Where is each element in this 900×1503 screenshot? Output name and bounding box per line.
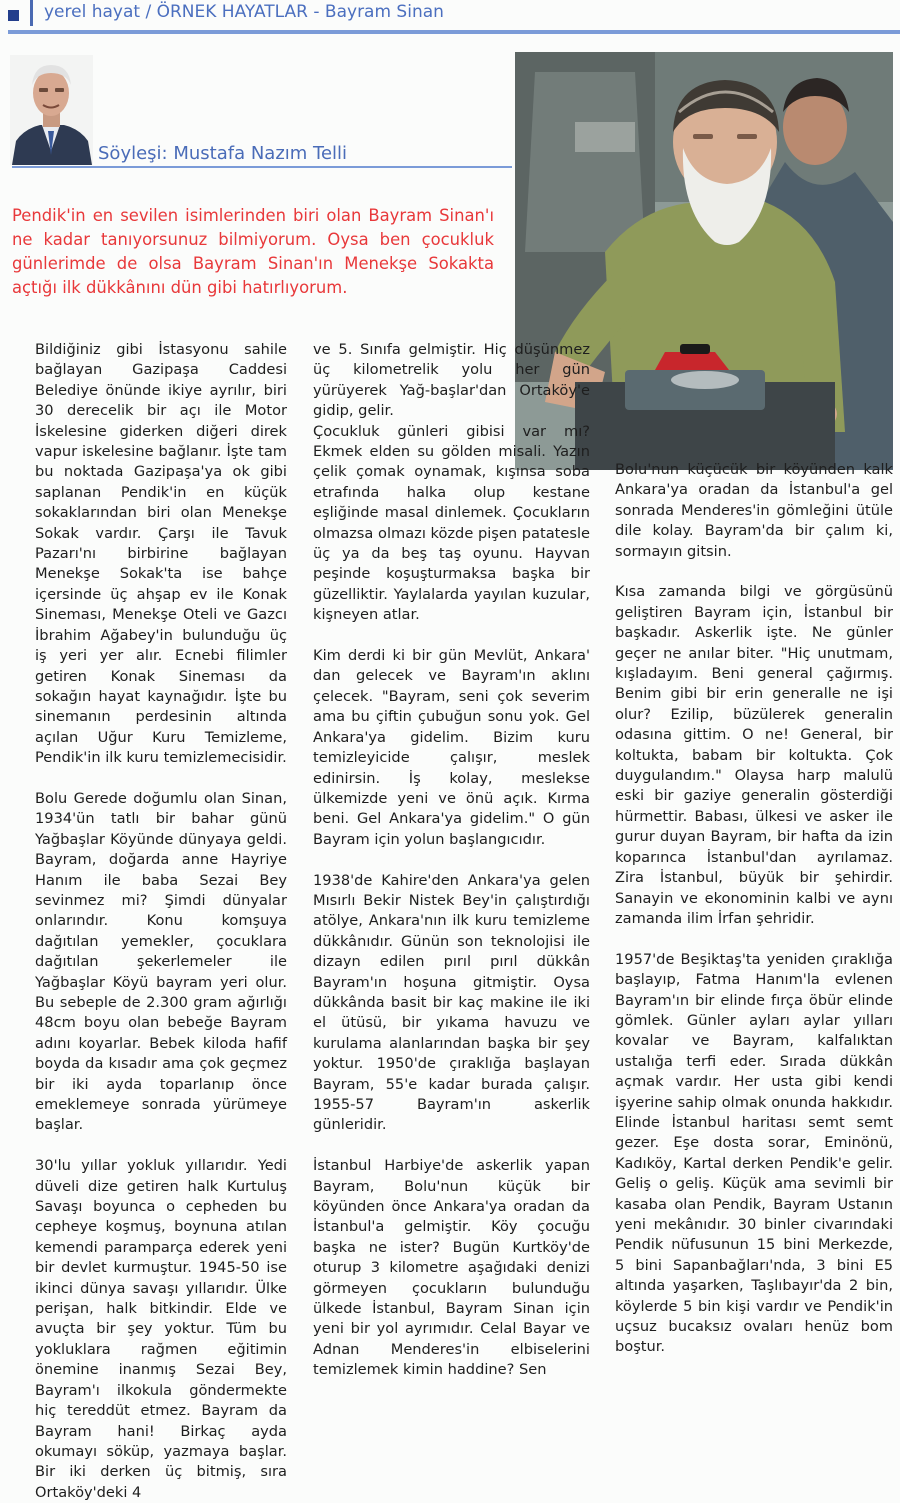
header-subject: Bayram Sinan [324, 2, 444, 22]
header-divider [30, 0, 33, 26]
paragraph: Bolu Gerede doğumlu olan Sinan, 1934'ün tatlı bir bahar günü Yağbaşlar Köyünde dünyaya geldi. Bayram, doğarda anne Hayriye Hanım ile baba Sezai Bey sevinmez mi? Şimdi dünyalar onlarındır. Konu komşuya dağıtılan yemekler, çocuklara dağıtılan şekerlemeler ile Yağbaşlar Köyü bayram yeri olur. Bu sebeple de 2.300 gram ağırlığı 48cm boyu olan bebeğe Bayram adını koyarlar. Bebek kiloda hafif boyda da kısadır ama çok geçmez bir iki ayda toparlanıp önce emeklemeye sonrada yürümeye başlar. [35, 789, 287, 1134]
article-column-3 [615, 460, 893, 1356]
paragraph: 30'lu yıllar yokluk yıllarıdır. Yedi düveli dize getiren halk Kurtuluş Savaşı boyunca o cepheden bu cepheye koşmuş, boynuna atılan kemendi paramparça ederek yeni bir devlet kurmuştur. 1945-50 ise ikinci dünya savaşı yıllarıdır. Ülke perişan, halk bitkindir. Elde ve avuçta bir şey yoktur. Tüm bu yokluklara rağmen eğitimin önemine inanmış Sezai Bey, Bayram'ı ilkokula göndermekte hiç tereddüt etmez. Bayram da Bayram hani! Birkaç ayda okumayı söküp, yazmaya başlar. Bir iki derken üç bitmiş, sıra Ortaköy'deki 4 [35, 1157, 287, 1501]
paragraph: 1938'de Kahire'den Ankara'ya gelen Mısırlı Bekir Nistek Bey'in çalıştırdığı atölye, Ankara'nın ilk kuru temizleme dükkânıdır. Günün son teknolojisi ile dizayn edilen pırıl pırıl dükkân Bayram'ın hoşuna gitmiştir. Oysa dükkânda basit bir kaç makine ile iki el ütüsü, bir yıkama havuzu ve kurulama alanlarından başka bir şey yoktur. 1950'de çıraklığa başlayan Bayram, 55'e kadar burada çalışır. 1955-57 Bayram'ın askerlik günleridir. [313, 871, 590, 1134]
header-section: yerel hayat [44, 2, 141, 22]
paragraph: Bolu'nun küçücük bir köyünden kalk Ankara'ya oradan da İstanbul'a gel sonrada Menderes'in gömleğini ütüle dile kolay. Bayram'da bir çalım ki, sormayın gitsin. [615, 461, 893, 560]
article-column-1 [35, 340, 287, 1501]
paragraph: ve 5. Sınıfa gelmiştir. Hiç düşünmez üç kilometrelik yolu her gün yürüyerek Yağ-başlar'dan Ortaköy'e gidip, gelir. Çocukluk günleri gibisi var mı? Ekmek elden su gölden misali. Yazın çelik çomak oynamak, kışınsa soba etrafında halka olup kestane eşliğinde masal dinlemek. Çocukların olmazsa olmazı közde pişen patatesle üç ya da beş taş oyunu. Hayvan peşinde koşuşturmaksa başka bir güzelliktir. Yaylalarda yayılan kuzular, kişneyen atlar. [313, 341, 590, 624]
paragraph: Bildiğiniz gibi İstasyonu sahile bağlayan Gazipaşa Caddesi Belediye önünde ikiye ayrılır, biri 30 derecelik bir açı ile Motor İskelesine giderken diğeri direk vapur iskelesine bağlanır. İşte tam bu noktada Gazipaşa'ya ok gibi saplanan Pendik'in en küçük sokaklarından biri olan Menekşe Sokak vardır. Çarşı ile Tavuk Pazarı'nı birbirine bağlayan Menekşe Sokak'ta ise bahçe içersinde üç ahşap ev ile Konak Sineması, Menekşe Oteli ve Gazcı İbrahim Ağabey'in bulunduğu üç iş yeri yer alır. Ecnebi filimler getiren Konak Sineması da sokağın hayat kaynağıdır. İşte bu sinemanın perdesinin altında açılan Uğur Kuru Temizleme, Pendik'in ilk kuru temizlemecisidir. [35, 341, 287, 767]
paragraph: Kısa zamanda bilgi ve görgüsünü geliştiren Bayram için, İstanbul bir başkadır. Askerlik işte. Ne günler geçer ne anılar biter. "Hiç unutmam, kışladayım. Beni general çağırmış. Benim gibi bir erin generalle ne işi olur? Ezilip, büzülerek generalin odasına gittim. O ne! General, bir koltukta, babam bir koltukta. Çok duygulandım." Olaysa harp malulü eski bir gaziye generalin gösterdiği hürmettir. Babası, ülkesi ve asker ile gurur duyan Bayram, bir hafta da izin koparınca İstanbul'dan ayrılamaz. Zira İstanbul, büyük bir şehirdir. Sanayin ve ekonominin kalbi ve aynı zamanda ilim İrfan şehridir. [615, 583, 893, 927]
header-dash: - [307, 2, 325, 22]
paragraph: 1957'de Beşiktaş'ta yeniden çıraklığa başlayıp, Fatma Hanım'la evlenen Bayram'ın bir elinde fırça öbür elinde gömlek. Günler ayları aylar yılları kovalar ve Bayram, kalfalıktan ustalığa terfi eder. Sırada dükkân açmak vardır. Her usta gibi kendi işyerine sahip olmak onunda hakkıdır. Elinde İstanbul haritası semt semt gezer. Eşe dosta sorar, Eminönü, Kadıköy, Kartal derken Pendik'e gelir. Geliş o geliş. Küçük ama sevimli bir kasaba olan Pendik, Bayram Ustanın yeni mekânıdır. 30 binler civarındaki Pendik nüfusunun 15 bini Merkezde, 5 bini Sapanbağları'nda, 3 bini E5 altında yaşarken, Taşlıbayır'da 2 bin, köylerde 5 bin kişi vardır ve Pendik'in uçsuz bucaksız ovaları henüz bom boştur. [615, 950, 893, 1356]
header-category: ÖRNEK HAYATLAR [156, 2, 308, 22]
paragraph: İstanbul Harbiye'de askerlik yapan Bayram, Bolu'nun küçük bir köyünden önce Ankara'ya oradan da İstanbul'a gelmiştir. Köy çocuğu başka ne ister? Bugün Kurtköy'de oturup 3 kilometre aşağıdaki denizi görmeyen çocukların bulunduğu ülkede İstanbul, Bayram Sinan için yeni bir yol ayrımıdır. Celal Bayar ve Adnan Menderes'in elbiselerini temizlemek kimin haddine? Sen [313, 1157, 590, 1379]
header-title [44, 2, 444, 22]
article-column-2 [313, 340, 590, 1379]
byline-rule [12, 166, 512, 168]
interview-byline: Söyleşi: Mustafa Nazım Telli [98, 143, 348, 164]
paragraph: Kim derdi ki bir gün Mevlüt, Ankara' dan gelecek ve Bayram'ın aklını çelecek. "Bayram, seni çok severim ama bu çiftin çubuğun sonu yok. Gel Ankara'ya gidelim. Bizim kuru temizleyicide çalışır, meslek edinirsin. İş kolay, meslekse ülkemizde yeni ve önü açık. Kırma beni. Gel Ankara'ya gidelim." O gün Bayram için yolun başlangıcıdır. [313, 647, 590, 848]
section-marker-square [8, 10, 19, 21]
article-lead: Pendik'in en sevilen isimlerinden biri olan Bayram Sinan'ı ne kadar tanıyorsunuz bilmiyorum. Oysa ben çocukluk günlerimde de olsa Bayram Sinan'ın Menekşe Sokakta açtığı ilk dükkânını dün gibi hatırlıyorum. [12, 206, 494, 297]
page-header [8, 0, 900, 38]
author-portrait [10, 55, 93, 165]
header-rule [8, 30, 900, 34]
header-separator: / [140, 2, 157, 22]
